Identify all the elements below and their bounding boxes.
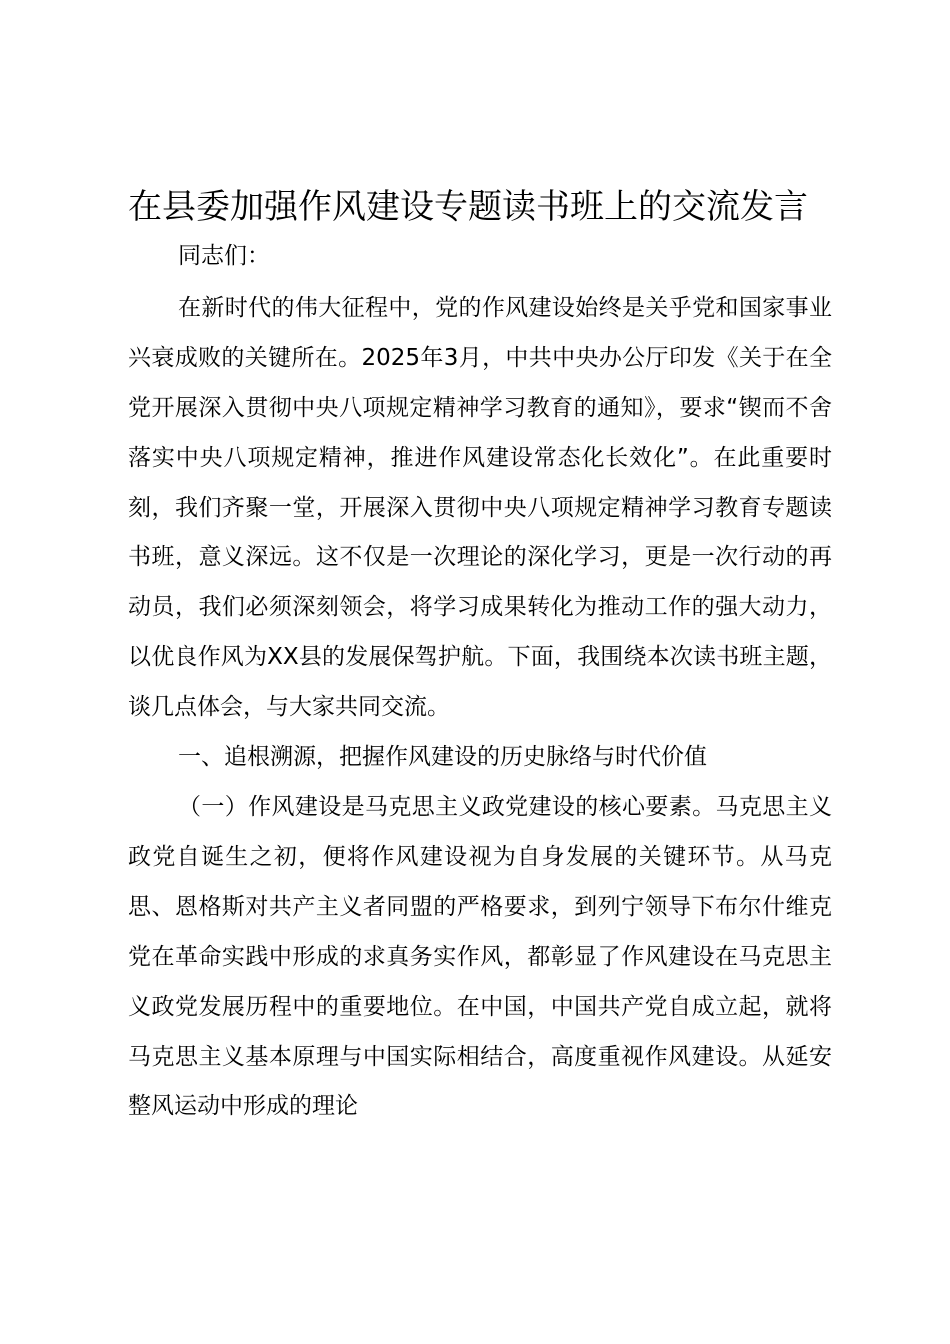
section-heading: 一、追根溯源，把握作风建设的历史脉络与时代价值: [178, 744, 707, 771]
document-title: 在县委加强作风建设专题读书班上的交流发言: [128, 187, 808, 227]
document-body: [128, 232, 832, 1132]
subsection-paragraph: （一）作风建设是马克思主义政党建设的核心要素。马克思主义政党自诞生之初，便将作风建设视为自身发展的关键环节。从马克思、恩格斯对共产主义者同盟的严格要求，到列宁领导下布尔什维克党在革命实践中形成的求真务实作风，都彰显了作风建设在马克思主义政党发展历程中的重要地位。在中国，中国共产党自成立起，就将马克思主义基本原理与中国实际相结合，高度重视作风建设。从延安整风运动中形成的理论: [128, 793, 832, 1120]
intro-paragraph: 在新时代的伟大征程中，党的作风建设始终是关乎党和国家事业兴衰成败的关键所在。2025年3月，中共中央办公厅印发《关于在全党开展深入贯彻中央八项规定精神学习教育的通知》，要求“锲而不舍落实中央八项规定精神，推进作风建设常态化长效化”。在此重要时刻，我们齐聚一堂，开展深入贯彻中央八项规定精神学习教育专题读书班，意义深远。这不仅是一次理论的深化学习，更是一次行动的再动员，我们必须深刻领会，将学习成果转化为推动工作的强大动力，以优良作风为XX县的发展保驾护航。下面，我围绕本次读书班主题，谈几点体会，与大家共同交流。: [128, 294, 832, 721]
salutation: 同志们：: [178, 243, 270, 269]
